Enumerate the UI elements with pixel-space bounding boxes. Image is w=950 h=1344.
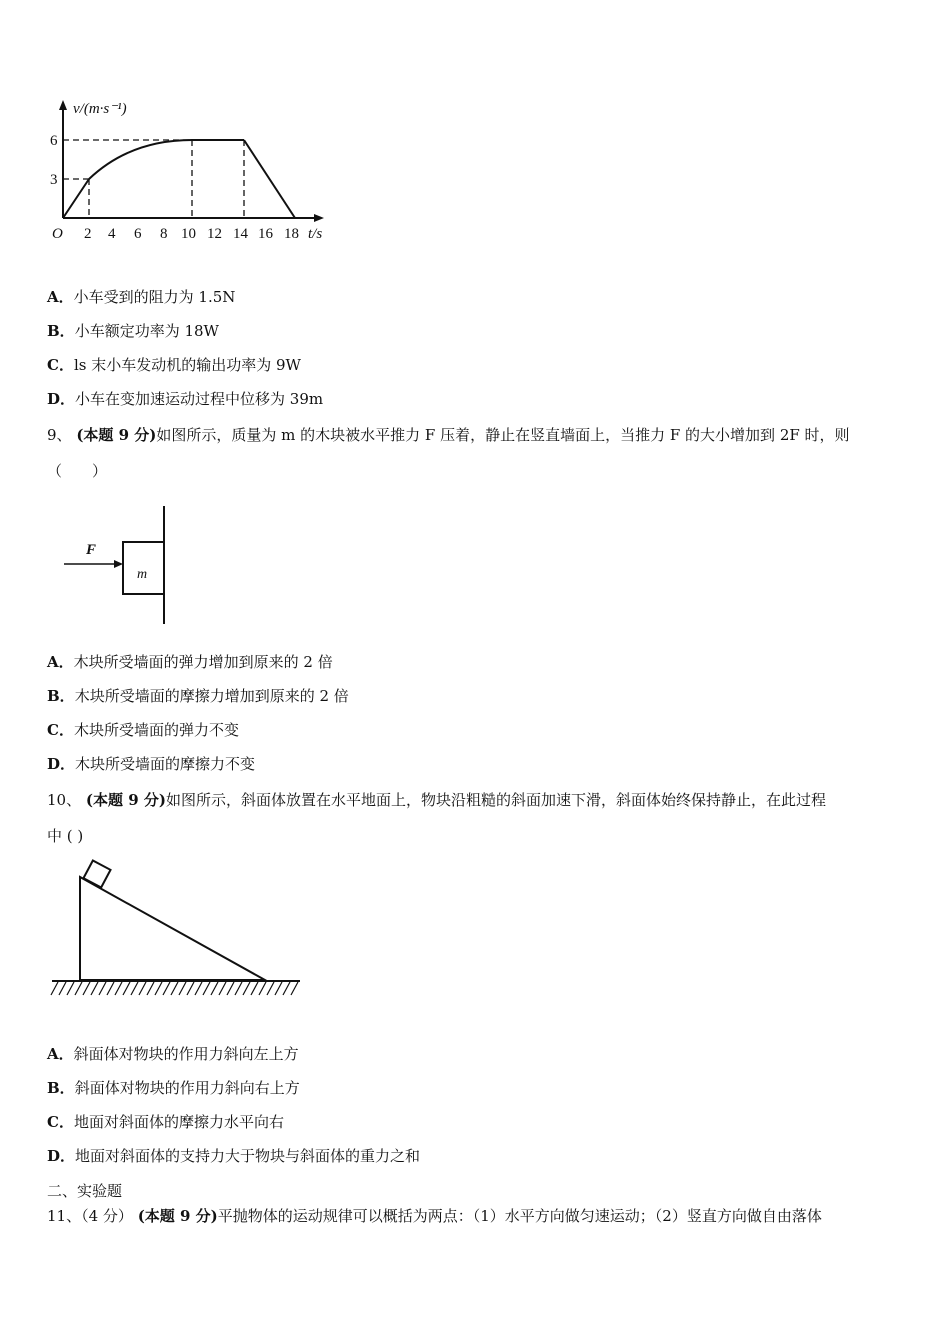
q8-option-b (47, 320, 219, 341)
y-tick-3: 3 (50, 172, 58, 188)
question-number: 11、 (47, 1207, 82, 1225)
question-score: (本题 9 分) (76, 426, 157, 444)
q10-incline-figure (0, 855, 950, 1005)
x-tick-2: 2 (84, 226, 92, 242)
question-score: (本题 9 分) (137, 1207, 218, 1225)
q10-stem-cont: 中 ( ) (47, 827, 84, 845)
option-letter: D． (47, 755, 76, 773)
q9-option-a (47, 651, 333, 672)
option-letter: B． (47, 322, 75, 340)
option-text: 地面对斜面体的摩擦力水平向右 (73, 1113, 284, 1131)
x-tick-12: 12 (207, 226, 222, 242)
q8-option-d (47, 388, 323, 409)
x-axis-label: t/s (308, 226, 323, 242)
option-letter: B． (47, 687, 75, 705)
option-letter: C． (47, 721, 74, 739)
q9-option-b (47, 685, 349, 706)
x-axis-arrow (314, 214, 324, 222)
q11-stem (47, 1205, 822, 1226)
q9-block-wall-figure (0, 500, 950, 630)
incline (80, 877, 265, 980)
x-tick-10: 10 (181, 226, 196, 242)
option-letter: B． (47, 1079, 75, 1097)
x-tick-16: 16 (258, 226, 273, 242)
question-score: (本题 9 分) (85, 791, 166, 809)
question-number: 10、 (47, 791, 82, 809)
option-text: ls 末小车发动机的输出功率为 9W (73, 356, 301, 374)
option-letter: A． (47, 288, 74, 306)
option-text: 木块所受墙面的摩擦力增加到原来的 2 倍 (74, 687, 349, 705)
y-axis-arrow (59, 100, 67, 110)
option-text: 木块所受墙面的弹力增加到原来的 2 倍 (73, 653, 333, 671)
option-text: 斜面体对物块的作用力斜向右上方 (74, 1079, 300, 1097)
q10-option-a (47, 1043, 299, 1064)
velocity-time-graph (0, 0, 950, 260)
option-text: 小车受到的阻力为 1.5N (73, 288, 236, 306)
q10-option-c (47, 1111, 284, 1132)
q9-stem-cont: （ ） (47, 462, 108, 480)
option-letter: A． (47, 1045, 74, 1063)
q9-option-d (47, 753, 255, 774)
x-tick-4: 4 (108, 226, 116, 242)
q10-stem (47, 789, 826, 810)
q9-stem (47, 424, 850, 445)
question-text: 如图所示，斜面体放置在水平地面上，物块沿粗糙的斜面加速下滑，斜面体始终保持静止，在此过程 (165, 791, 826, 809)
x-tick-6: 6 (134, 226, 142, 242)
force-arrow-head (114, 560, 123, 568)
x-tick-14: 14 (233, 226, 248, 242)
section-title: 二、实验题 (47, 1182, 123, 1200)
option-text: 小车额定功率为 18W (74, 322, 219, 340)
option-letter: D． (47, 1147, 76, 1165)
origin-label: O (52, 226, 63, 242)
data-line-accel (63, 179, 89, 218)
force-label: F (86, 542, 97, 558)
option-letter: C． (47, 1113, 74, 1131)
question-text: 平抛物体的运动规律可以概括为两点：（1）水平方向做匀速运动；（2）竖直方向做自由落体 (217, 1207, 822, 1225)
mass-label: m (137, 567, 148, 582)
q10-option-d (47, 1145, 420, 1166)
option-letter: A． (47, 653, 74, 671)
y-axis-label: v/(m·s⁻¹) (73, 101, 127, 117)
question-text: 如图所示，质量为 m 的木块被水平推力 F 压着，静止在竖直墙面上，当推力 F 的大小增加到 2F 时，则 (156, 426, 850, 444)
q8-option-a (47, 286, 235, 307)
option-text: 地面对斜面体的支持力大于物块与斜面体的重力之和 (75, 1147, 421, 1165)
option-text: 小车在变加速运动过程中位移为 39m (75, 390, 324, 408)
data-curve-var-accel (89, 140, 192, 179)
option-letter: D． (47, 390, 76, 408)
small-block (83, 860, 110, 887)
option-text: 木块所受墙面的摩擦力不变 (75, 755, 256, 773)
option-text: 木块所受墙面的弹力不变 (73, 721, 239, 739)
y-tick-6: 6 (50, 133, 58, 149)
x-tick-18: 18 (284, 226, 299, 242)
question-points: （4 分） (81, 1207, 133, 1225)
question-number: 9、 (47, 426, 72, 444)
option-text: 斜面体对物块的作用力斜向左上方 (73, 1045, 299, 1063)
q10-option-b (47, 1077, 300, 1098)
option-letter: C． (47, 356, 74, 374)
ground-hatching (51, 982, 298, 995)
x-tick-8: 8 (160, 226, 168, 242)
data-line-decel (244, 140, 295, 218)
q8-option-c (47, 354, 301, 375)
q9-option-c (47, 719, 239, 740)
